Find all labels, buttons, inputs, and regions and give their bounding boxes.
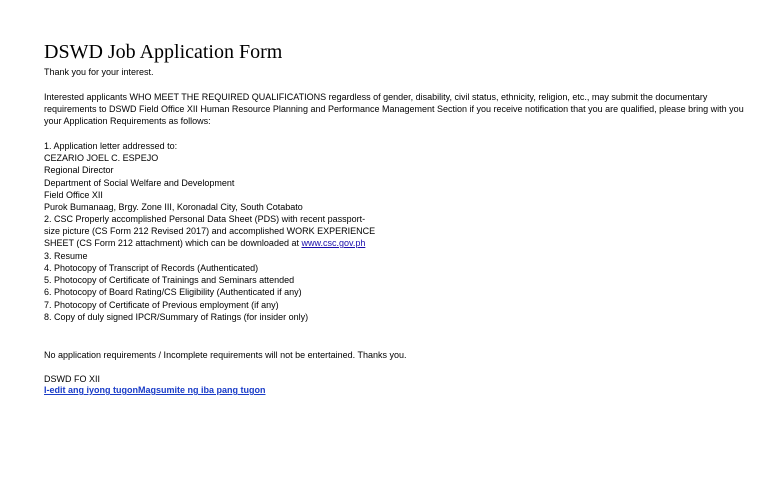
requirement-line: 5. Photocopy of Certificate of Trainings and Seminars attended bbox=[44, 275, 295, 285]
requirement-line: size picture (CS Form 212 Revised 2017) and accomplished WORK EXPERIENCE bbox=[44, 226, 376, 236]
submit-another-response-link[interactable]: Magsumite ng iba pang tugon bbox=[138, 385, 266, 395]
requirement-line: 3. Resume bbox=[44, 251, 88, 261]
csc-website-link[interactable]: www.csc.gov.ph bbox=[301, 238, 366, 248]
signature-text: DSWD FO XII bbox=[44, 374, 100, 384]
intro-line: your Application Requirements as follows: bbox=[44, 116, 211, 126]
intro-line: requirements to DSWD Field Office XII Human Resource Planning and Performance Management Section if you receive notification that you are qualified, please bring with you bbox=[44, 104, 744, 114]
thanks-text: Thank you for your interest. bbox=[44, 67, 154, 77]
response-links bbox=[44, 384, 266, 396]
requirement-line: 8. Copy of duly signed IPCR/Summary of Ratings (for insider only) bbox=[44, 312, 309, 322]
edit-response-link[interactable]: I-edit ang iyong tugon bbox=[44, 385, 138, 395]
requirement-line: Department of Social Welfare and Development bbox=[44, 178, 235, 188]
notice-text: No application requirements / Incomplete requirements will not be entertained. Thanks you. bbox=[44, 350, 407, 360]
requirement-line: 2. CSC Properly accomplished Personal Data Sheet (PDS) with recent passport- bbox=[44, 214, 366, 224]
requirement-line: Field Office XII bbox=[44, 190, 103, 200]
requirement-line: 1. Application letter addressed to: bbox=[44, 141, 178, 151]
intro-line: Interested applicants WHO MEET THE REQUIRED QUALIFICATIONS regardless of gender, disability, civil status, ethnicity, religion, etc., may submit the documentary bbox=[44, 92, 708, 102]
page-title: DSWD Job Application Form bbox=[44, 41, 283, 63]
requirement-line: 4. Photocopy of Transcript of Records (Authenticated) bbox=[44, 263, 259, 273]
requirement-line: Purok Bumanaag, Brgy. Zone III, Koronadal City, South Cotabato bbox=[44, 202, 303, 212]
sheet-line-text: SHEET (CS Form 212 attachment) which can be downloaded at bbox=[44, 238, 302, 248]
requirement-line: Regional Director bbox=[44, 165, 114, 175]
requirement-line: 6. Photocopy of Board Rating/CS Eligibility (Authenticated if any) bbox=[44, 287, 302, 297]
requirement-line: 7. Photocopy of Certificate of Previous employment (if any) bbox=[44, 300, 279, 310]
requirement-line bbox=[44, 237, 365, 249]
requirement-line: CEZARIO JOEL C. ESPEJO bbox=[44, 153, 159, 163]
